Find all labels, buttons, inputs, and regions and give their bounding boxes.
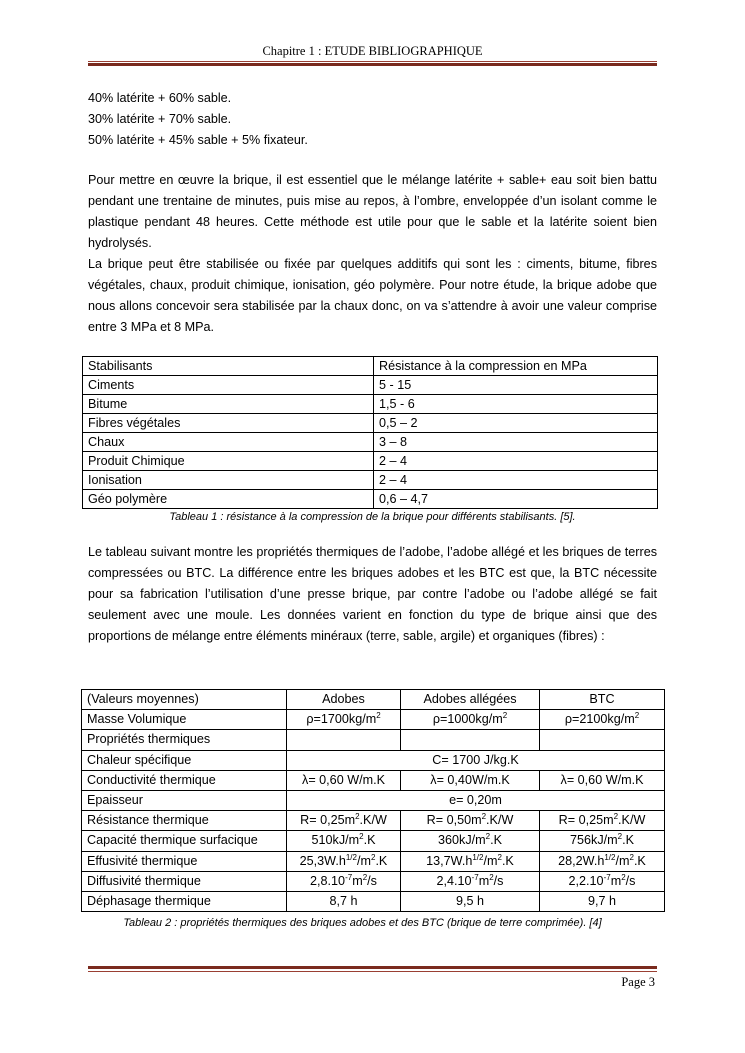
table-cell: 1,5 - 6 bbox=[374, 395, 658, 414]
table-cell: $\rho=2100kg/m^2$ bbox=[540, 710, 665, 730]
empty-cell bbox=[401, 730, 540, 750]
mix-line: 50% latérite + 45% sable + 5% fixateur. bbox=[88, 133, 308, 147]
table-header-cell: (Valeurs moyennes) bbox=[82, 690, 287, 710]
body-text-block-1 bbox=[88, 170, 657, 338]
table-row bbox=[83, 471, 658, 490]
chapter-header: Chapitre 1 : ETUDE BIBLIOGRAPHIQUE bbox=[262, 44, 483, 58]
table-cell: 5 - 15 bbox=[374, 376, 658, 395]
table-cell-merged: C= 1700 J/kg.K bbox=[287, 750, 665, 770]
table-cell: $\rho=1000kg/m^2$ bbox=[401, 710, 540, 730]
table-cell: $360kJ/m^2.K$ bbox=[401, 831, 540, 851]
table-row bbox=[83, 490, 658, 509]
table-header-cell: Résistance à la compression en MPa bbox=[374, 357, 658, 376]
table-cell: $R= 0,25m^2.K/W$ bbox=[287, 811, 401, 831]
row-label: Résistance thermique bbox=[82, 811, 287, 831]
table-cell: $R= 0,50m^2.K/W$ bbox=[401, 811, 540, 831]
table-cell: $13,7W.h^{1/2}/m^2.K$ bbox=[401, 851, 540, 871]
row-label: Capacité thermique surfacique bbox=[82, 831, 287, 851]
table-header-cell: Adobes allégées bbox=[401, 690, 540, 710]
table-header-row bbox=[83, 357, 658, 376]
table-row bbox=[82, 770, 665, 790]
table-cell: Chaux bbox=[83, 433, 374, 452]
table-cell: $28,2W.h^{1/2}/m^2.K$ bbox=[540, 851, 665, 871]
table-row bbox=[83, 376, 658, 395]
table-cell: 8,7 h bbox=[287, 891, 401, 911]
table-cell: $25,3W.h^{1/2}/m^2.K$ bbox=[287, 851, 401, 871]
empty-cell bbox=[287, 730, 401, 750]
table-cell: 3 – 8 bbox=[374, 433, 658, 452]
table-cell: 2 – 4 bbox=[374, 452, 658, 471]
table-cell: $R= 0,25m^2.K/W$ bbox=[540, 811, 665, 831]
empty-cell bbox=[540, 730, 665, 750]
table-cell: λ= 0,60 W/m.K bbox=[287, 770, 401, 790]
table-row bbox=[82, 750, 665, 770]
table-row bbox=[83, 433, 658, 452]
table-cell: Fibres végétales bbox=[83, 414, 374, 433]
header-rule-thick bbox=[88, 63, 657, 66]
page-number: Page 3 bbox=[621, 975, 655, 989]
footer-rule-thick bbox=[88, 966, 657, 969]
table-cell: λ= 0,40W/m.K bbox=[401, 770, 540, 790]
body-text-block-2 bbox=[88, 542, 657, 647]
footer-rule-thin bbox=[88, 971, 657, 972]
table-cell: $2,2.10^{-7}m^2/s$ bbox=[540, 871, 665, 891]
table-row bbox=[83, 452, 658, 471]
paragraph-stabilisation: La brique peut être stabilisée ou fixée par quelques additifs qui sont les : ciments, bitume, fibres végétales, chaux, produit chimique, ionisation, géo polymère. Pour notre étude, la brique adobe que nous allons concevoir sera stabilisée par la chaux donc, on va s’attendre à avoir une valeur comprise entre 3 MPa et 8 MPa. bbox=[88, 257, 657, 334]
table-row bbox=[82, 730, 665, 750]
table-row bbox=[82, 811, 665, 831]
table-cell: $756kJ/m^2.K$ bbox=[540, 831, 665, 851]
row-label: Chaleur spécifique bbox=[82, 750, 287, 770]
row-label: Propriétés thermiques bbox=[82, 730, 287, 750]
thermal-properties-table bbox=[81, 689, 665, 912]
mix-list bbox=[88, 88, 657, 151]
table2-caption: Tableau 2 : propriétés thermiques des briques adobes et des BTC (brique de terre comprimée). [4] bbox=[123, 917, 602, 929]
table-row bbox=[83, 395, 658, 414]
row-label: Déphasage thermique bbox=[82, 891, 287, 911]
table-row bbox=[82, 710, 665, 730]
table-cell: λ= 0,60 W/m.K bbox=[540, 770, 665, 790]
table-cell: $510kJ/m^2.K$ bbox=[287, 831, 401, 851]
table-cell: Ionisation bbox=[83, 471, 374, 490]
table-row bbox=[83, 414, 658, 433]
table-cell: 2 – 4 bbox=[374, 471, 658, 490]
table-cell: 0,5 – 2 bbox=[374, 414, 658, 433]
table-cell-merged: e= 0,20m bbox=[287, 790, 665, 810]
row-label: Epaisseur bbox=[82, 790, 287, 810]
header-rule-thin bbox=[88, 61, 657, 62]
table-cell: Ciments bbox=[83, 376, 374, 395]
paragraph-preparation: Pour mettre en œuvre la brique, il est essentiel que le mélange latérite + sable+ eau soit bien battu pendant une trentaine de minutes, puis mise au repos, à l’ombre, enveloppée d’un isolant comme le plastique pendant 48 heures. Cette méthode est utile pour que le sable et la latérite soient bien hydrolysés. bbox=[88, 173, 657, 250]
table-cell: Bitume bbox=[83, 395, 374, 414]
table-header-row bbox=[82, 690, 665, 710]
table-cell: $\rho=1700kg/m^2$ bbox=[287, 710, 401, 730]
table-cell: Géo polymère bbox=[83, 490, 374, 509]
table-header-cell: Adobes bbox=[287, 690, 401, 710]
table-row bbox=[82, 851, 665, 871]
table-row bbox=[82, 871, 665, 891]
table-cell: 0,6 – 4,7 bbox=[374, 490, 658, 509]
table-cell: $2,8.10^{-7}m^2/s$ bbox=[287, 871, 401, 891]
mix-line: 30% latérite + 70% sable. bbox=[88, 112, 232, 126]
paragraph-thermal-intro: Le tableau suivant montre les propriétés thermiques de l’adobe, l’adobe allégé et les briques de terres compressées ou BTC. La différence entre les briques adobes et les BTC est que, la BTC nécessite pour sa fabrication l’utilisation d’une presse brique, par contre l’adobe ou l’adobe allégé se fait seulement avec une moule. Les données varient en fonction du type de brique ainsi que des proportions de mélange entre éléments minéraux (terre, sable, argile) et organiques (fibres) : bbox=[88, 545, 657, 643]
stabilisants-table bbox=[82, 356, 658, 509]
table-cell: Produit Chimique bbox=[83, 452, 374, 471]
table1-caption: Tableau 1 : résistance à la compression de la brique pour différents stabilisants. [5]. bbox=[169, 511, 576, 523]
table-row bbox=[82, 790, 665, 810]
row-label: Masse Volumique bbox=[82, 710, 287, 730]
row-label: Diffusivité thermique bbox=[82, 871, 287, 891]
table-header-cell: BTC bbox=[540, 690, 665, 710]
table-header-cell: Stabilisants bbox=[83, 357, 374, 376]
row-label: Effusivité thermique bbox=[82, 851, 287, 871]
table-row bbox=[82, 891, 665, 911]
row-label: Conductivité thermique bbox=[82, 770, 287, 790]
table-row bbox=[82, 831, 665, 851]
table-cell: 9,5 h bbox=[401, 891, 540, 911]
mix-line: 40% latérite + 60% sable. bbox=[88, 91, 232, 105]
table-cell: $2,4.10^{-7}m^2/s$ bbox=[401, 871, 540, 891]
table-cell: 9,7 h bbox=[540, 891, 665, 911]
